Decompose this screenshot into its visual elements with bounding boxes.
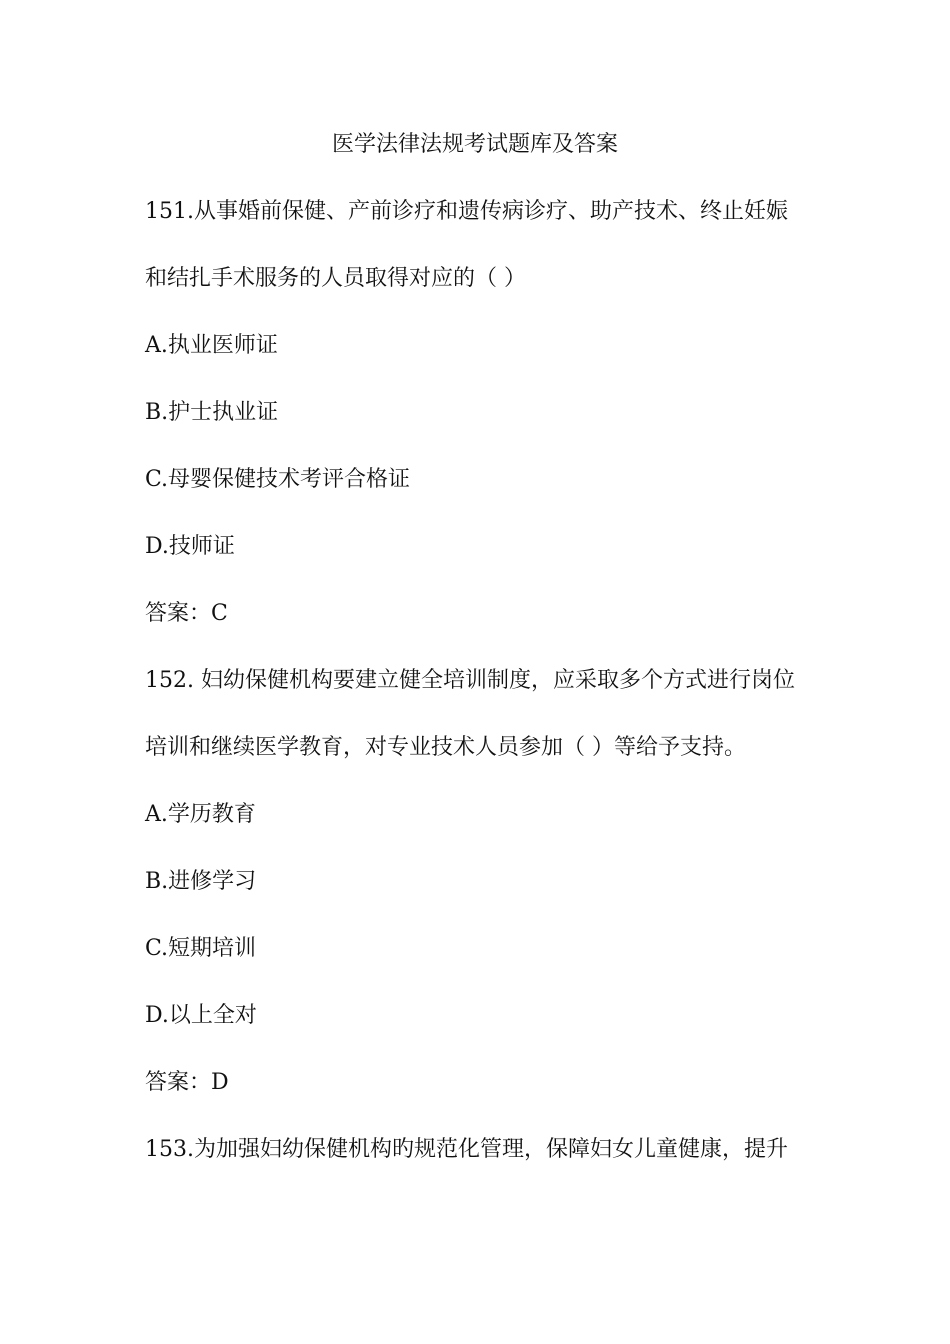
question-151-stem-line-2: 和结扎手术服务的人员取得对应的（ ）	[145, 266, 526, 291]
question-152-option-d: D.以上全对	[145, 1003, 257, 1028]
question-152-answer: 答案：D	[145, 1070, 229, 1095]
question-152-option-b: B.进修学习	[145, 869, 257, 894]
question-153-stem-line-1: 153.为加强妇幼保健机构旳规范化管理，保障妇女儿童健康，提升	[145, 1137, 788, 1162]
question-151-option-b: B.护士执业证	[145, 400, 279, 425]
question-152-stem-line-1: 152. 妇幼保健机构要建立健全培训制度，应采取多个方式进行岗位	[145, 668, 795, 693]
question-151-option-a: A.执业医师证	[145, 333, 278, 358]
question-151-stem-line-1: 151.从事婚前保健、产前诊疗和遗传病诊疗、助产技术、终止妊娠	[145, 199, 788, 224]
question-152-option-c: C.短期培训	[145, 936, 257, 961]
question-151-answer: 答案：C	[145, 601, 228, 626]
question-152-stem-line-2: 培训和继续医学教育，对专业技术人员参加（ ）等给予支持。	[145, 735, 746, 760]
document-title: 医学法律法规考试题库及答案	[331, 132, 618, 157]
question-151-option-d: D.技师证	[145, 534, 235, 559]
question-151-option-c: C.母婴保健技术考评合格证	[145, 467, 411, 492]
question-152-option-a: A.学历教育	[145, 802, 256, 827]
